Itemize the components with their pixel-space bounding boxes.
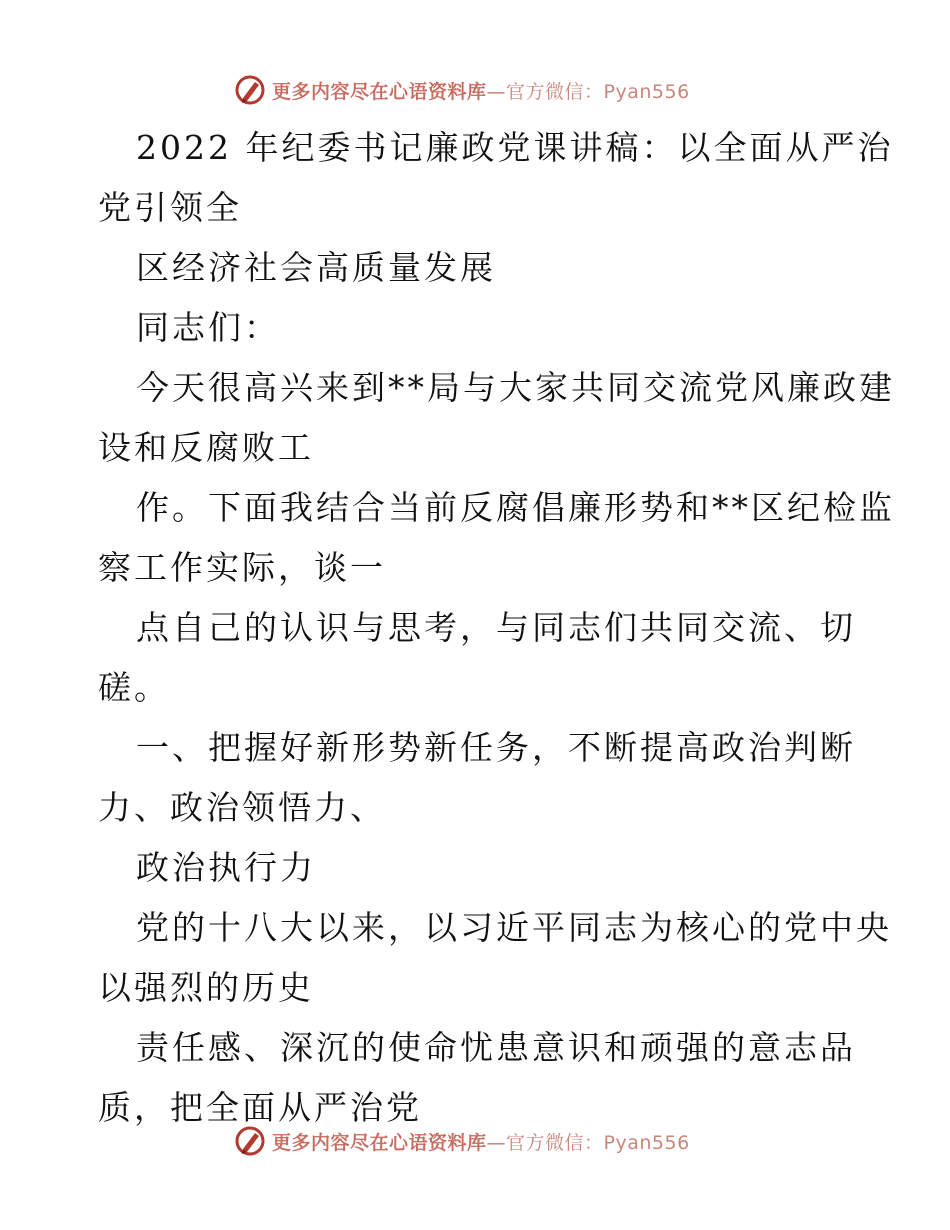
text-line: 同志们： [136, 308, 280, 347]
watermark-wechat-id: Pyan556 [603, 80, 690, 103]
text-line: 区经济社会高质量发展 [136, 248, 496, 287]
watermark-brand: 更多内容尽在心语资料库 [272, 1131, 487, 1154]
text-line: 设和反腐败工 [98, 428, 314, 467]
text-line: 察工作实际，谈一 [98, 548, 386, 587]
watermark-dash: — [486, 80, 507, 103]
text-line: 点自己的认识与思考，与同志们共同交流、切 [136, 608, 856, 647]
watermark-text [272, 1128, 690, 1155]
footer-watermark [234, 1123, 690, 1159]
watermark-wechat-label: 官方微信： [506, 1131, 604, 1154]
document-body [98, 118, 895, 1138]
watermark-brand: 更多内容尽在心语资料库 [272, 80, 487, 103]
text-line: 今天很高兴来到**局与大家共同交流党风廉政建 [136, 368, 895, 407]
text-line: 党的十八大以来，以习近平同志为核心的党中央 [136, 908, 892, 947]
pen-logo-icon [234, 74, 266, 106]
text-line: 党引领全 [98, 188, 242, 227]
text-line: 磋。 [98, 668, 170, 707]
text-line: 责任感、深沉的使命忧患意识和顽强的意志品 [136, 1028, 856, 1067]
watermark-wechat-id: Pyan556 [603, 1131, 690, 1154]
text-line: 质，把全面从严治党 [98, 1088, 422, 1127]
text-line: 作。下面我结合当前反腐倡廉形势和**区纪检监 [136, 488, 895, 527]
watermark-text [272, 77, 690, 104]
text-line: 一、把握好新形势新任务，不断提高政治判断 [136, 728, 856, 767]
text-line: 政治执行力 [136, 848, 316, 887]
text-line: 力、政治领悟力、 [98, 788, 386, 827]
text-line: 以强烈的历史 [98, 968, 314, 1007]
header-watermark [234, 72, 690, 108]
watermark-dash: — [486, 1131, 507, 1154]
pen-logo-icon [234, 1125, 266, 1157]
watermark-wechat-label: 官方微信： [506, 80, 604, 103]
text-line: 2022 年纪委书记廉政党课讲稿：以全面从严治 [136, 128, 894, 167]
